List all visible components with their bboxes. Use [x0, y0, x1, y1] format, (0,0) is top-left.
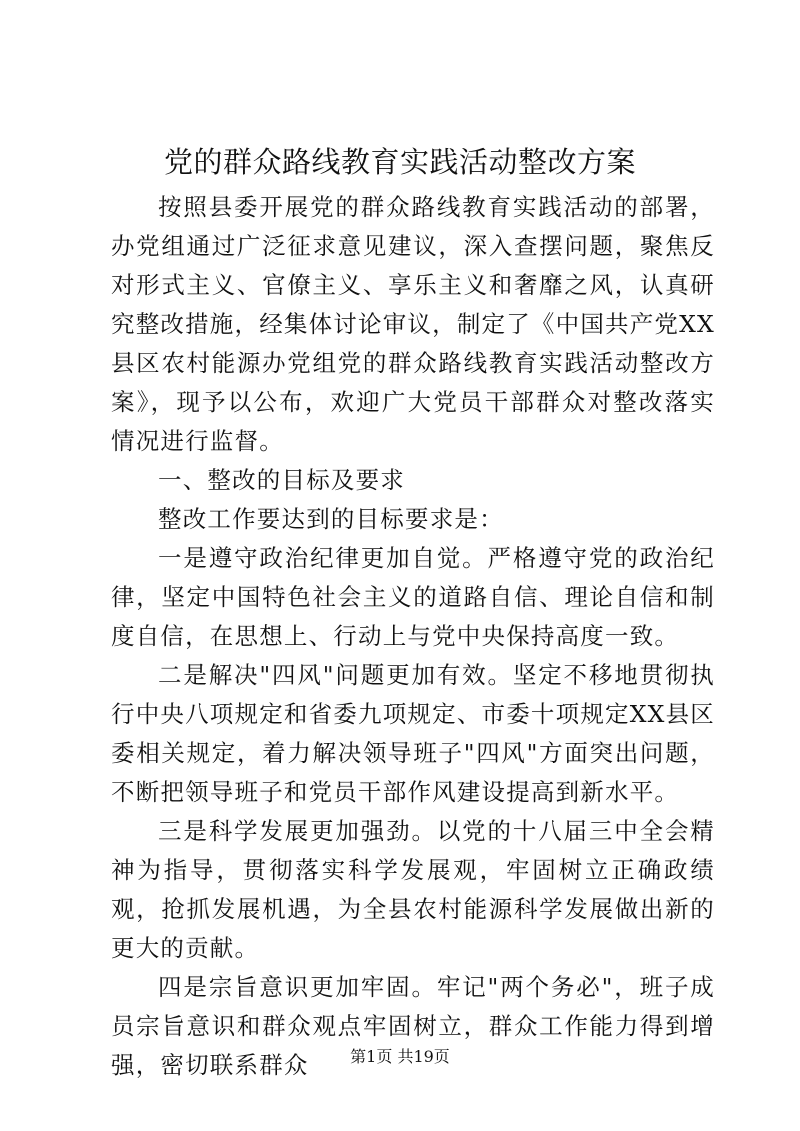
- paragraph-goal-2: 二是解决"四风"问题更加有效。坚定不移地贯彻执行中央八项规定和省委九项规定、市委十项规定XX县区委相关规定，着力解决领导班子"四风"方面突出问题，不断把领导班子和党员干部作风建设提高到新水平。: [111, 661, 715, 806]
- section-heading-goals: 一、整改的目标及要求: [158, 466, 405, 494]
- document-body: [111, 188, 715, 1085]
- paragraph-goal-3: 三是科学发展更加强劲。以党的十八届三中全会精神为指导，贯彻落实科学发展观，牢固树立正确政绩观，抢抓发展机遇，为全县农村能源科学发展做出新的更大的贡献。: [111, 817, 715, 962]
- paragraph-goals-lead: 整改工作要达到的目标要求是：: [158, 505, 504, 533]
- paragraph-goal-4: 四是宗旨意识更加牢固。牢记"两个务必"，班子成员宗旨意识和群众观点牢固树立，群众工作能力得到增强，密切联系群众: [111, 973, 715, 1079]
- document-title: 党的群众路线教育实践活动整改方案: [163, 145, 636, 179]
- page-number-footer: 第1页 共19页: [350, 1047, 450, 1066]
- paragraph-goal-1: 一是遵守政治纪律更加自觉。严格遵守党的政治纪律，坚定中国特色社会主义的道路自信、理论自信和制度自信，在思想上、行动上与党中央保持高度一致。: [111, 544, 715, 650]
- paragraph-intro: 按照县委开展党的群众路线教育实践活动的部署，办党组通过广泛征求意见建议，深入查摆问题，聚焦反对形式主义、官僚主义、享乐主义和奢靡之风，认真研究整改措施，经集体讨论审议，制定了《中国共产党XX县区农村能源办党组党的群众路线教育实践活动整改方案》，现予以公布，欢迎广大党员干部群众对整改落实情况进行监督。: [111, 193, 715, 455]
